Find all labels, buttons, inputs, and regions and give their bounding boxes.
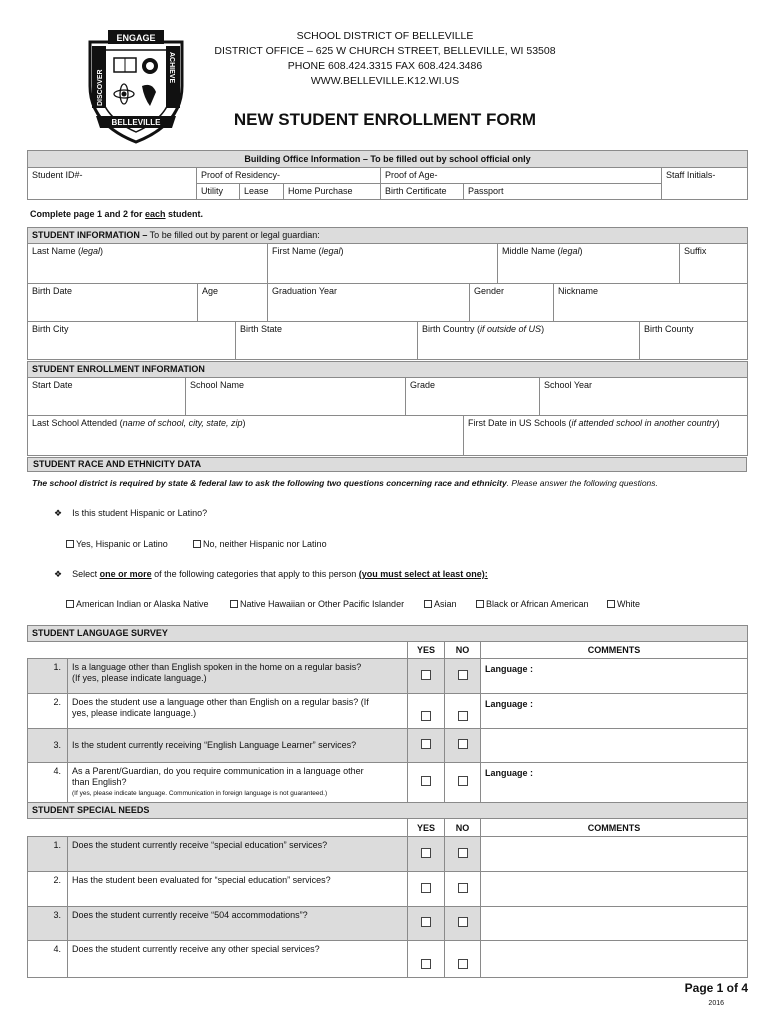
row-number: 2.	[28, 694, 68, 729]
checkbox-icon[interactable]	[458, 739, 468, 749]
table-row	[28, 659, 748, 694]
question-text: Does the student use a language other than English on a regular basis? (If yes, please indicate language.)	[68, 694, 408, 729]
yes-checkbox[interactable]	[408, 907, 445, 941]
checkbox-icon[interactable]	[421, 959, 431, 969]
yes-checkbox[interactable]	[408, 763, 445, 803]
nickname-field[interactable]: Nickname	[554, 284, 748, 322]
last-school-field[interactable]: Last School Attended (name of school, city, state, zip)	[28, 416, 464, 456]
enrollment-table	[27, 361, 748, 456]
student-info-table	[27, 227, 748, 360]
no-column-header: NO	[445, 642, 481, 659]
race-american-indian-option[interactable]: American Indian or Alaska Native	[66, 599, 209, 609]
race-intro: The school district is required by state & federal law to ask the following two questions concerning race and ethnicity. Please answer the following questions.	[32, 478, 658, 488]
comment-field[interactable]	[481, 872, 748, 907]
age-field[interactable]: Age	[198, 284, 268, 322]
proof-age-label: Proof of Age-	[381, 168, 662, 184]
birth-date-field[interactable]: Birth Date	[28, 284, 198, 322]
question-text: Is the student currently receiving “English Language Learner” services?	[68, 729, 408, 763]
graduation-year-field[interactable]: Graduation Year	[268, 284, 470, 322]
staff-initials-field[interactable]: Staff Initials-	[662, 168, 748, 200]
row-number: 3.	[28, 729, 68, 763]
yes-column-header: YES	[408, 642, 445, 659]
table-row	[28, 729, 748, 763]
birth-state-field[interactable]: Birth State	[236, 322, 418, 360]
yes-checkbox[interactable]	[408, 941, 445, 978]
table-row	[28, 941, 748, 978]
birth-city-field[interactable]: Birth City	[28, 322, 236, 360]
district-phone: PHONE 608.424.3315 FAX 608.424.3486	[287, 60, 483, 72]
table-row	[28, 907, 748, 941]
row-number: 3.	[28, 907, 68, 941]
language-comment-field[interactable]: Language :	[481, 694, 748, 729]
checkbox-icon[interactable]	[421, 776, 431, 786]
school-name-field[interactable]: School Name	[186, 378, 406, 416]
checkbox-icon[interactable]	[458, 776, 468, 786]
checkbox-icon[interactable]	[193, 540, 201, 548]
question-text: Does the student currently receive “special education” services?	[68, 837, 408, 872]
office-info-heading: Building Office Information – To be filled out by school official only	[28, 151, 748, 168]
enrollment-heading: STUDENT ENROLLMENT INFORMATION	[28, 362, 748, 378]
gender-field[interactable]: Gender	[470, 284, 554, 322]
question-text: Has the student been evaluated for “special education” services?	[68, 872, 408, 907]
no-checkbox[interactable]	[445, 941, 481, 978]
first-name-field[interactable]: First Name (legal)	[268, 244, 498, 284]
checkbox-icon[interactable]	[458, 711, 468, 721]
row-number: 4.	[28, 941, 68, 978]
yes-checkbox[interactable]	[408, 659, 445, 694]
checkbox-icon[interactable]	[421, 670, 431, 680]
start-date-field[interactable]: Start Date	[28, 378, 186, 416]
comment-field[interactable]	[481, 941, 748, 978]
yes-checkbox[interactable]	[408, 837, 445, 872]
lease-option[interactable]: Lease	[240, 184, 284, 200]
row-number: 1.	[28, 837, 68, 872]
grade-field[interactable]: Grade	[406, 378, 540, 416]
passport-option[interactable]: Passport	[464, 184, 662, 200]
no-checkbox[interactable]	[445, 729, 481, 763]
checkbox-icon[interactable]	[458, 917, 468, 927]
no-column-header: NO	[445, 819, 481, 837]
page-number: Page 1 of 4	[684, 981, 748, 995]
race-white-option[interactable]: White	[607, 599, 640, 609]
row-number: 2.	[28, 872, 68, 907]
checkbox-icon[interactable]	[458, 883, 468, 893]
checkbox-icon[interactable]	[421, 711, 431, 721]
question-text: Does the student currently receive any other special services?	[68, 941, 408, 978]
checkbox-icon[interactable]	[421, 917, 431, 927]
school-year-field[interactable]: School Year	[540, 378, 748, 416]
race-black-option[interactable]: Black or African American	[476, 599, 589, 609]
first-date-us-field[interactable]: First Date in US Schools (if attended school in another country)	[464, 416, 748, 456]
row-number: 4.	[28, 763, 68, 803]
checkbox-icon[interactable]	[421, 848, 431, 858]
bullet-icon: ❖	[54, 508, 63, 518]
yes-checkbox[interactable]	[408, 872, 445, 907]
table-row	[28, 694, 748, 729]
comment-field[interactable]	[481, 907, 748, 941]
district-name: SCHOOL DISTRICT OF BELLEVILLE	[296, 30, 474, 42]
svg-text:ACHIEVE: ACHIEVE	[168, 52, 175, 84]
student-id-field[interactable]: Student ID#-	[28, 168, 197, 200]
language-comment-field[interactable]: Language :	[481, 659, 748, 694]
no-checkbox[interactable]	[445, 763, 481, 803]
form-title: NEW STUDENT ENROLLMENT FORM	[233, 110, 537, 129]
hispanic-no-option[interactable]: No, neither Hispanic nor Latino	[193, 539, 327, 549]
comment-field[interactable]	[481, 729, 748, 763]
svg-text:BELLEVILLE: BELLEVILLE	[111, 118, 161, 127]
race-category-question: ❖ Select one or more of the following categories that apply to this person (you must select at least one):	[54, 569, 488, 579]
checkbox-icon[interactable]	[458, 848, 468, 858]
student-info-heading: STUDENT INFORMATION – To be filled out by parent or legal guardian:	[28, 228, 748, 244]
bullet-icon: ❖	[54, 569, 63, 579]
district-logo	[80, 24, 192, 144]
suffix-field[interactable]: Suffix	[680, 244, 748, 284]
birth-country-field[interactable]: Birth Country (if outside of US)	[418, 322, 640, 360]
hispanic-yes-option[interactable]: Yes, Hispanic or Latino	[66, 539, 168, 549]
no-checkbox[interactable]	[445, 837, 481, 872]
checkbox-icon[interactable]	[458, 959, 468, 969]
checkbox-icon[interactable]	[607, 600, 615, 608]
table-row	[28, 872, 748, 907]
no-checkbox[interactable]	[445, 694, 481, 729]
proof-residency-label: Proof of Residency-	[197, 168, 381, 184]
question-text: As a Parent/Guardian, do you require communication in a language other than English? (If yes, please indicate language. Communication in foreign language is not guaranteed.)	[68, 763, 408, 803]
language-survey-table	[27, 625, 748, 803]
language-heading: STUDENT LANGUAGE SURVEY	[28, 626, 748, 642]
race-pacific-islander-option[interactable]: Native Hawaiian or Other Pacific Islander	[230, 599, 404, 609]
table-row	[28, 763, 748, 803]
checkbox-icon[interactable]	[424, 600, 432, 608]
race-heading: STUDENT RACE AND ETHNICITY DATA	[27, 457, 747, 472]
middle-name-field[interactable]: Middle Name (legal)	[498, 244, 680, 284]
yes-column-header: YES	[408, 819, 445, 837]
comment-field[interactable]	[481, 837, 748, 872]
special-needs-table	[27, 802, 748, 978]
svg-text:ENGAGE: ENGAGE	[116, 33, 156, 43]
checkbox-icon[interactable]	[458, 670, 468, 680]
race-asian-option[interactable]: Asian	[424, 599, 457, 609]
svg-text:DISCOVER: DISCOVER	[97, 69, 104, 106]
row-number: 1.	[28, 659, 68, 694]
table-row	[28, 837, 748, 872]
checkbox-icon[interactable]	[476, 600, 484, 608]
comments-column-header: COMMENTS	[481, 819, 748, 837]
language-comment-field[interactable]: Language :	[481, 763, 748, 803]
checkbox-icon[interactable]	[66, 540, 74, 548]
birth-county-field[interactable]: Birth County	[640, 322, 748, 360]
district-website: WWW.BELLEVILLE.K12.WI.US	[310, 75, 460, 87]
no-checkbox[interactable]	[445, 659, 481, 694]
question-text: Is a language other than English spoken in the home on a regular basis? (If yes, please indicate language.)	[68, 659, 408, 694]
home-purchase-option[interactable]: Home Purchase	[284, 184, 381, 200]
district-address: DISTRICT OFFICE – 625 W CHURCH STREET, BELLEVILLE, WI 53508	[214, 45, 556, 57]
checkbox-icon[interactable]	[421, 739, 431, 749]
checkbox-icon[interactable]	[66, 600, 74, 608]
checkbox-icon[interactable]	[421, 883, 431, 893]
utility-option[interactable]: Utility	[197, 184, 240, 200]
special-needs-heading: STUDENT SPECIAL NEEDS	[28, 803, 748, 819]
no-checkbox[interactable]	[445, 872, 481, 907]
checkbox-icon[interactable]	[230, 600, 238, 608]
hispanic-question: ❖ Is this student Hispanic or Latino?	[54, 508, 208, 518]
yes-checkbox[interactable]	[408, 694, 445, 729]
office-info-table	[27, 150, 748, 200]
comments-column-header: COMMENTS	[481, 642, 748, 659]
yes-checkbox[interactable]	[408, 729, 445, 763]
birth-certificate-option[interactable]: Birth Certificate	[381, 184, 464, 200]
last-name-field[interactable]: Last Name (legal)	[28, 244, 268, 284]
no-checkbox[interactable]	[445, 907, 481, 941]
instruction-text: Complete page 1 and 2 for each student.	[30, 209, 204, 219]
form-year: 2016	[708, 1000, 724, 1007]
question-text: Does the student currently receive “504 accommodations”?	[68, 907, 408, 941]
